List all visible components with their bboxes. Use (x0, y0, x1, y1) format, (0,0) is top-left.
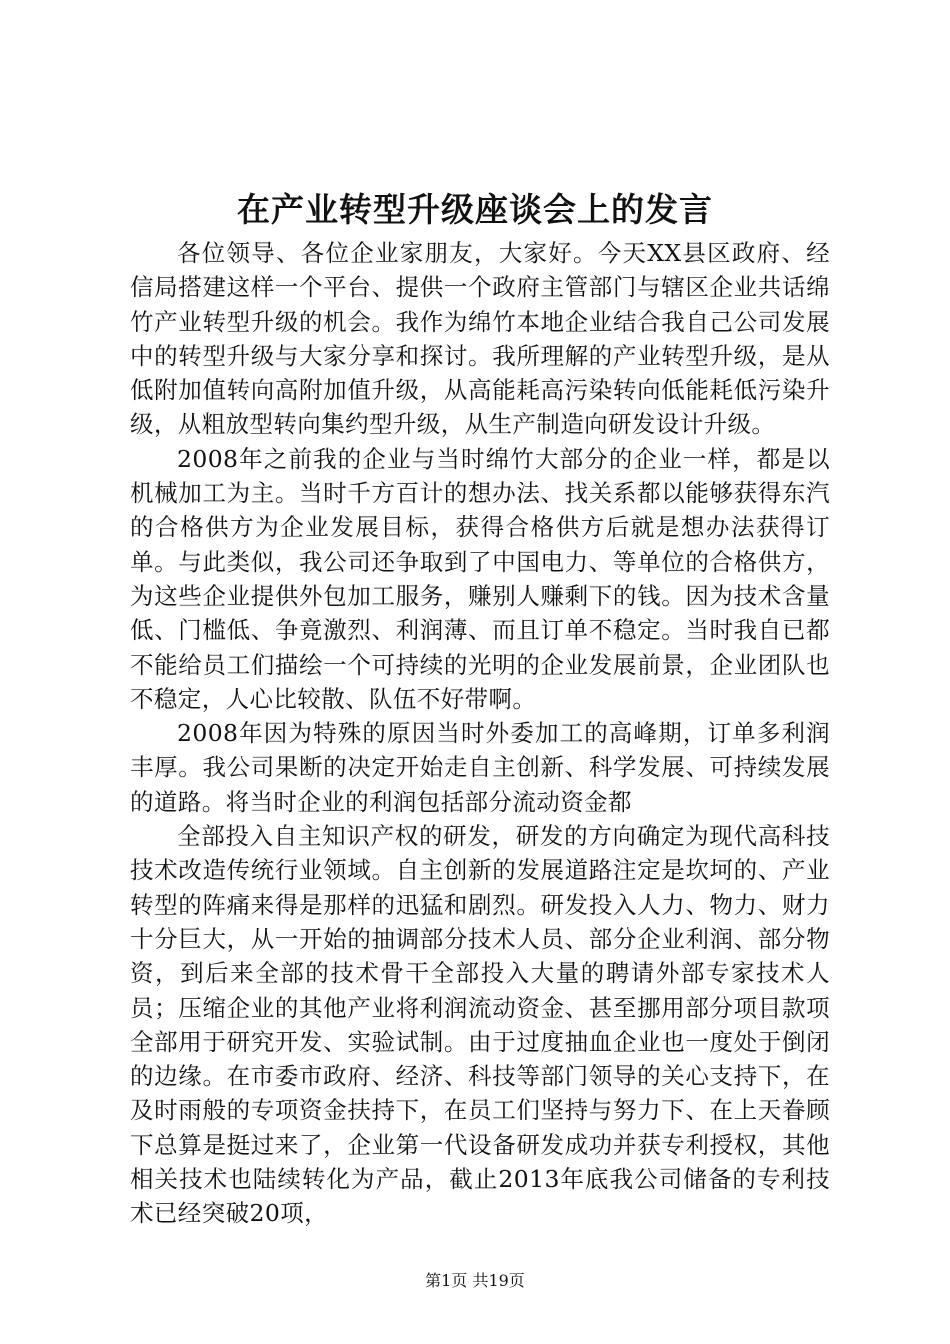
paragraph-4: 全部投入自主知识产权的研发，研发的方向确定为现代高科技技术改造传统行业领域。自主创新的发展道路注定是坎坷的、产业转型的阵痛来得是那样的迅猛和剧烈。研发投入人力、物力、财力十分巨大，从一开始的抽调部分技术人员、部分企业利润、部分物资，到后来全部的技术骨干全部投入大量的聘请外部专家技术人员；压缩企业的其他产业将利润流动资金、甚至挪用部分项目款项全部用于研究开发、实验试制。由于过度抽血企业也一度处于倒闭的边缘。在市委市政府、经济、科技等部门领导的关心支持下，在及时雨般的专项资金扶持下，在员工们坚持与努力下、在上天眷顾下总算是挺过来了，企业第一代设备研发成功并获专利授权，其他相关技术也陆续转化为产品，截止2013年底我公司储备的专利技术已经突破20项， (130, 822, 830, 1228)
document-title: 在产业转型升级座谈会上的发言 (237, 190, 713, 229)
paragraph-1: 各位领导、各位企业家朋友，大家好。今天XX县区政府、经信局搭建这样一个平台、提供一个政府主管部门与辖区企业共话绵竹产业转型升级的机会。我作为绵竹本地企业结合我自己公司发展中的转型升级与大家分享和探讨。我所理解的产业转型升级，是从低附加值转向高附加值升级，从高能耗高污染转向低能耗低污染升级，从粗放型转向集约型升级，从生产制造向研发设计升级。 (130, 239, 830, 439)
paragraph-2: 2008年之前我的企业与当时绵竹大部分的企业一样，都是以机械加工为主。当时千方百计的想办法、找关系都以能够获得东汽的合格供方为企业发展目标，获得合格供方后就是想办法获得订单。与此类似，我公司还争取到了中国电力、等单位的合格供方，为这些企业提供外包加工服务，赚别人赚剩下的钱。因为技术含量低、门槛低、争竟激烈、利润薄、而且订单不稳定。当时我自已都不能给员工们描绘一个可持续的光明的企业发展前景，企业团队也不稳定，人心比较散、队伍不好带啊。 (130, 444, 830, 713)
document-body (130, 236, 830, 1231)
page-footer: 第1页 共19页 (425, 1271, 525, 1290)
paragraph-3: 2008年因为特殊的原因当时外委加工的高峰期，订单多利润丰厚。我公司果断的决定开始走自主创新、科学发展、可持续发展的道路。将当时企业的利润包括部分流动资金都 (130, 719, 830, 816)
